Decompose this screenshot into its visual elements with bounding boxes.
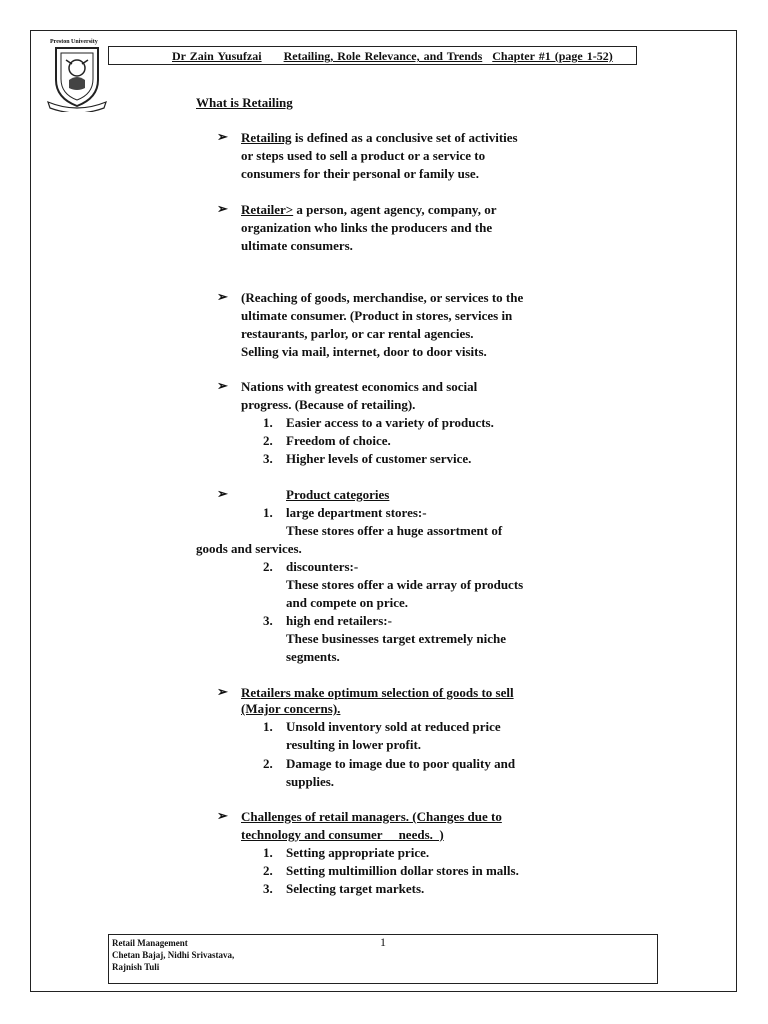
footer-line-2: Chetan Bajaj, Nidhi Srivastava,	[112, 950, 235, 960]
bullet-3-line-1: (Reaching of goods, merchandise, or services to the	[241, 290, 524, 305]
bullet-arrow-icon: ➢	[217, 129, 228, 144]
bullet-1-line-3: consumers for their personal or family use.	[241, 166, 479, 181]
bullet-2-line-1	[241, 201, 496, 219]
product-categories-heading: Product categories	[286, 487, 390, 502]
b2-text: a person, agent agency, company, or	[293, 202, 497, 217]
list-number: 3.	[263, 613, 273, 628]
list-item-description: segments.	[286, 649, 340, 664]
bullet-arrow-icon: ➢	[217, 201, 228, 216]
list-number: 1.	[263, 845, 273, 860]
list-number: 2.	[263, 559, 273, 574]
list-number: 1.	[263, 505, 273, 520]
list-item-description: These stores offer a huge assortment of	[286, 523, 503, 538]
header-chapter: Chapter #1 (page 1-52)	[492, 49, 613, 63]
bullet-6-line-1: Retailers make optimum selection of goods to sell	[241, 685, 514, 700]
list-item: Damage to image due to poor quality and	[286, 756, 516, 771]
list-number: 3.	[263, 881, 273, 896]
bullet-arrow-icon: ➢	[217, 378, 228, 393]
bullet-3-line-2: ultimate consumer. (Product in stores, services in	[241, 308, 513, 323]
list-item: high end retailers:-	[286, 613, 392, 628]
bullet-arrow-icon: ➢	[217, 486, 228, 501]
university-crest-icon	[44, 40, 110, 112]
list-item: Higher levels of customer service.	[286, 451, 472, 466]
bullet-4-line-1: Nations with greatest economics and social	[241, 379, 478, 394]
footer-line-3: Rajnish Tuli	[112, 962, 160, 972]
b1-text: is defined as a conclusive set of activities	[291, 130, 518, 145]
bullet-7-line-1: Challenges of retail managers. (Changes due to	[241, 809, 502, 824]
bullet-4-line-2: progress. (Because of retailing).	[241, 397, 416, 412]
list-number: 2.	[263, 433, 273, 448]
list-item: resulting in lower profit.	[286, 737, 422, 752]
bullet-1-line-1	[241, 129, 518, 147]
list-item-description: goods and services.	[196, 541, 302, 556]
list-number: 3.	[263, 451, 273, 466]
bullet-2-line-2: organization who links the producers and the	[241, 220, 493, 235]
bullet-3-line-3: restaurants, parlor, or car rental agencies.	[241, 326, 474, 341]
list-item: discounters:-	[286, 559, 359, 574]
header-author: Dr Zain Yusufzai	[172, 49, 262, 63]
bullet-arrow-icon: ➢	[217, 289, 228, 304]
header-topic: Retailing, Role Relevance, and Trends	[283, 49, 483, 63]
term-retailing: Retailing	[241, 130, 292, 145]
list-item: Easier access to a variety of products.	[286, 415, 494, 430]
list-number: 2.	[263, 756, 273, 771]
list-number: 1.	[263, 415, 273, 430]
list-number: 1.	[263, 719, 273, 734]
bullet-7-line-2: technology and consumer needs. )	[241, 827, 444, 842]
list-item: Unsold inventory sold at reduced price	[286, 719, 501, 734]
list-item-description: These businesses target extremely niche	[286, 631, 507, 646]
list-item: supplies.	[286, 774, 335, 789]
header-line	[172, 49, 613, 64]
bullet-2-line-3: ultimate consumers.	[241, 238, 353, 253]
bullet-6-line-2: (Major concerns).	[241, 701, 341, 716]
list-item: large department stores:-	[286, 505, 427, 520]
section-title: What is Retailing	[196, 95, 293, 110]
bullet-3-line-4: Selling via mail, internet, door to door visits.	[241, 344, 487, 359]
bullet-arrow-icon: ➢	[217, 808, 228, 823]
bullet-arrow-icon: ➢	[217, 684, 228, 699]
list-item-description: and compete on price.	[286, 595, 409, 610]
list-item: Setting appropriate price.	[286, 845, 430, 860]
footer-reference	[112, 937, 234, 973]
university-name: Preston University	[50, 39, 98, 45]
list-item-description: These stores offer a wide array of products	[286, 577, 524, 592]
page-number: 1	[380, 935, 386, 949]
list-item: Selecting target markets.	[286, 881, 425, 896]
list-item: Freedom of choice.	[286, 433, 391, 448]
footer-line-1: Retail Management	[112, 938, 188, 948]
bullet-1-line-2: or steps used to sell a product or a service to	[241, 148, 486, 163]
list-number: 2.	[263, 863, 273, 878]
list-item: Setting multimillion dollar stores in malls.	[286, 863, 519, 878]
term-retailer: Retailer>	[241, 202, 294, 217]
